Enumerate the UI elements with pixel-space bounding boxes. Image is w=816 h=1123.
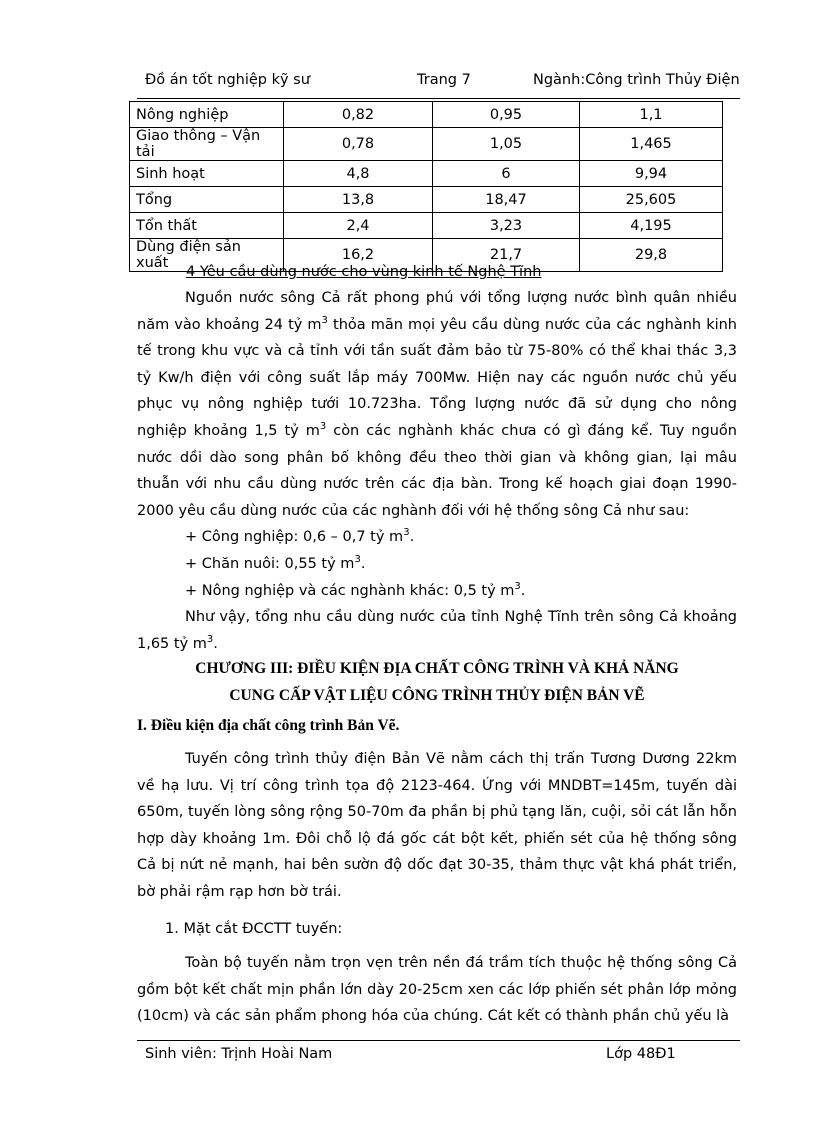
table-cell: 6 [433,161,580,187]
table-cell: 29,8 [580,239,723,272]
table-row-label: Tổng [130,187,284,213]
table-cell: 0,78 [284,128,433,161]
chapter-title-line1: CHƯƠNG III: ĐIỀU KIỆN ĐỊA CHẤT CÔNG TRÌNH VÀ KHẢ NĂNG [195,660,679,677]
table-cell: 13,8 [284,187,433,213]
subsection-1-paragraph: Toàn bộ tuyến nằm trọn vẹn trên nền đá trầm tích thuộc hệ thống sông Cả gồm bột kết chất mịn phần lớn dày 20-25cm xen các lớp phiến sét phân lớp mỏng (10cm) và các sản phẩm phong hóa của chúng. Cát kết có thành phần chủ yếu là [137,955,737,1025]
table-cell: 0,95 [433,102,580,128]
bullet-agriculture: + Nông nghiệp và các nghành khác: 0,5 tỷ $m^3$. [185,580,526,599]
table-cell: 3,23 [433,213,580,239]
table-row-label: Sinh hoạt [130,161,284,187]
water-demand-table [129,101,723,272]
table-row [130,213,723,239]
table-row [130,128,723,161]
table-cell: 21,7 [433,239,580,272]
table-cell: 9,94 [580,161,723,187]
table-row-label: Dùng điện sản xuất [130,239,284,272]
table-cell: 0,82 [284,102,433,128]
section1-title: I. Điều kiện địa chất công trình Bản Vẽ. [137,717,400,734]
bullet-industry: + Công nghiệp: 0,6 – 0,7 tỷ $m^3$. [185,527,415,546]
table-cell: 1,05 [433,128,580,161]
section4-title: 4 Yêu cầu dùng nước cho vùng kinh tế Nghệ Tĩnh [186,264,542,280]
footer-class: Lớp 48Đ1 [606,1046,676,1062]
footer-rule [137,1040,740,1041]
section4-body [137,285,737,657]
table-cell: 4,195 [580,213,723,239]
table-cell: 4,8 [284,161,433,187]
table-row-label: Tổn thất [130,213,284,239]
bullet-livestock: + Chăn nuôi: 0,55 tỷ $m^3$. [185,554,366,572]
table-row [130,161,723,187]
section1-paragraph: Tuyến công trình thủy điện Bản Vẽ nằm cách thị trấn Tương Dương 22km về hạ lưu. Vị trí công trình tọa độ 2123-464. Ứng với MNDBT=145m, tuyến dài 650m, tuyến lòng sông rộng 50-70m đa phần bị phủ tạng lăn, cuội, sỏi cát lẫn hỗn hợp dày khoảng 1m. Đôi chỗ lộ đá gốc cát bột kết, phiến sét của hệ thống sông Cả bị nứt nẻ mạnh, hai bên sườn độ dốc đạt 30-35, thảm thực vật khá phát triển, bờ phải rậm rạp hơn bờ trái. [137,751,737,900]
chapter-title-line2: CUNG CẤP VẬT LIỆU CÔNG TRÌNH THỦY ĐIỆN BẢN VẼ [229,687,645,704]
table-cell: 1,465 [580,128,723,161]
header-rule [137,98,740,99]
table-cell: 2,4 [284,213,433,239]
table-cell: 25,605 [580,187,723,213]
section4-summary: Như vậy, tổng nhu cầu dùng nước của tỉnh Nghệ Tĩnh trên sông Cả khoảng 1,65 tỷ $m^3$. [137,609,737,652]
section4-paragraph: Nguồn nước sông Cả rất phong phú với tổng lượng nước bình quân nhiều năm vào khoảng 24 tỷ $m^3$ thỏa mãn mọi yêu cầu dùng nước của các nghành kinh tế trong khu vực và cả tỉnh với tần suất đảm bảo từ 75-80% có thể khai thác 3,3 tỷ Kw/h điện với công suất lắp máy 700Mw. Hiện nay các nguồn nước chủ yếu phục vụ nông nghiệp tưới 10.723ha. Tổng lượng nước đã sử dụng cho nông nghiệp khoảng 1,5 tỷ $m^3$ còn các nghành khác chưa có gì đáng kể. Tuy nguồn nước dồi dào song phân bố không đều theo thời gian và không gian, lại mâu thuẫn với nhu cầu dùng nước trên các địa bàn. Trong kế hoạch giai đoạn 1990-2000 yêu cầu dùng nước của các nghành đối với hệ thống sông Cả như sau: [137,290,737,519]
header-right: Ngành:Công trình Thủy Điện [533,72,740,88]
table-cell: 16,2 [284,239,433,272]
subsection-1-title: 1. Mặt cắt ĐCCTT tuyến: [165,920,343,937]
table-cell: 18,47 [433,187,580,213]
table-row-label: Nông nghiệp [130,102,284,128]
footer-student: Sinh viên: Trịnh Hoài Nam [145,1046,333,1062]
header-page: Trang 7 [417,72,471,88]
table-row-label: Giao thông – Vận tải [130,128,284,161]
table-row [130,102,723,128]
table-row [130,187,723,213]
table-cell: 1,1 [580,102,723,128]
header-left: Đồ án tốt nghiệp kỹ sư [145,72,310,88]
section1-body [137,746,737,1030]
